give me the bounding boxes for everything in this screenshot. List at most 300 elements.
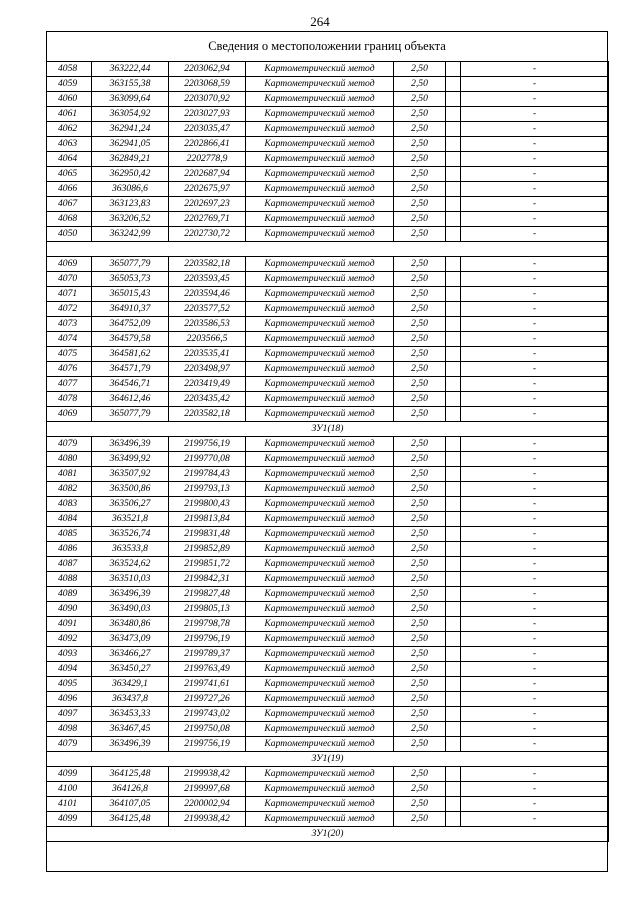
y-coordinate-cell: 2202675,97	[169, 182, 246, 197]
table-row	[47, 616, 609, 631]
description-cell: -	[461, 212, 609, 227]
point-number-cell: 4085	[47, 526, 92, 541]
table-row	[47, 496, 609, 511]
y-coordinate-cell: 2199727,26	[169, 691, 246, 706]
point-number-cell: 4067	[47, 197, 92, 212]
description-cell: -	[461, 466, 609, 481]
y-coordinate-cell: 2199789,37	[169, 646, 246, 661]
point-number-cell: 4081	[47, 466, 92, 481]
x-coordinate-cell: 364752,09	[92, 316, 169, 331]
description-cell: -	[461, 331, 609, 346]
empty-cell	[446, 286, 461, 301]
x-coordinate-cell: 363506,27	[92, 496, 169, 511]
section-label: ЗУ1(19)	[47, 751, 609, 766]
x-coordinate-cell: 363467,45	[92, 721, 169, 736]
method-cell: Картометрический метод	[246, 256, 394, 271]
point-number-cell: 4069	[47, 406, 92, 421]
description-cell: -	[461, 286, 609, 301]
x-coordinate-cell: 364546,71	[92, 376, 169, 391]
method-cell: Картометрический метод	[246, 271, 394, 286]
description-cell: -	[461, 541, 609, 556]
description-cell: -	[461, 691, 609, 706]
empty-cell	[446, 122, 461, 137]
description-cell: -	[461, 556, 609, 571]
empty-cell	[446, 301, 461, 316]
table-row	[47, 811, 609, 826]
precision-cell: 2,50	[394, 122, 446, 137]
x-coordinate-cell: 364910,37	[92, 301, 169, 316]
x-coordinate-cell: 363054,92	[92, 107, 169, 122]
x-coordinate-cell: 363510,03	[92, 571, 169, 586]
y-coordinate-cell: 2199770,08	[169, 451, 246, 466]
method-cell: Картометрический метод	[246, 706, 394, 721]
y-coordinate-cell: 2199784,43	[169, 466, 246, 481]
y-coordinate-cell: 2203419,49	[169, 376, 246, 391]
x-coordinate-cell: 363450,27	[92, 661, 169, 676]
y-coordinate-cell: 2199831,48	[169, 526, 246, 541]
y-coordinate-cell: 2203582,18	[169, 406, 246, 421]
point-number-cell: 4093	[47, 646, 92, 661]
method-cell: Картометрический метод	[246, 182, 394, 197]
description-cell: -	[461, 631, 609, 646]
x-coordinate-cell: 362941,05	[92, 137, 169, 152]
description-cell: -	[461, 152, 609, 167]
point-number-cell: 4079	[47, 436, 92, 451]
precision-cell: 2,50	[394, 541, 446, 556]
x-coordinate-cell: 363524,62	[92, 556, 169, 571]
x-coordinate-cell: 364126,8	[92, 781, 169, 796]
y-coordinate-cell: 2203435,42	[169, 391, 246, 406]
x-coordinate-cell: 365077,79	[92, 256, 169, 271]
y-coordinate-cell: 2203070,92	[169, 92, 246, 107]
y-coordinate-cell: 2199842,31	[169, 571, 246, 586]
empty-cell	[446, 676, 461, 691]
x-coordinate-cell: 363086,6	[92, 182, 169, 197]
table-row	[47, 256, 609, 271]
description-cell: -	[461, 436, 609, 451]
point-number-cell: 4096	[47, 691, 92, 706]
method-cell: Картометрический метод	[246, 466, 394, 481]
table-title: Сведения о местоположении границ объекта	[208, 39, 446, 53]
description-cell: -	[461, 496, 609, 511]
empty-cell	[446, 706, 461, 721]
table-row	[47, 227, 609, 242]
description-cell: -	[461, 481, 609, 496]
table-row	[47, 436, 609, 451]
table-row	[47, 736, 609, 751]
method-cell: Картометрический метод	[246, 107, 394, 122]
table-row	[47, 107, 609, 122]
table-row	[47, 137, 609, 152]
method-cell: Картометрический метод	[246, 541, 394, 556]
precision-cell: 2,50	[394, 586, 446, 601]
empty-cell	[446, 691, 461, 706]
x-coordinate-cell: 363533,8	[92, 541, 169, 556]
point-number-cell: 4079	[47, 736, 92, 751]
method-cell: Картометрический метод	[246, 301, 394, 316]
empty-cell	[446, 526, 461, 541]
section-separator-row	[47, 751, 609, 766]
empty-cell	[446, 77, 461, 92]
empty-cell	[446, 541, 461, 556]
precision-cell: 2,50	[394, 436, 446, 451]
x-coordinate-cell: 364125,48	[92, 766, 169, 781]
description-cell: -	[461, 271, 609, 286]
point-number-cell: 4066	[47, 182, 92, 197]
y-coordinate-cell: 2200002,94	[169, 796, 246, 811]
table-row	[47, 406, 609, 421]
description-cell: -	[461, 766, 609, 781]
empty-cell	[446, 736, 461, 751]
y-coordinate-cell: 2203062,94	[169, 62, 246, 77]
empty-cell	[446, 661, 461, 676]
precision-cell: 2,50	[394, 766, 446, 781]
precision-cell: 2,50	[394, 167, 446, 182]
table-row	[47, 316, 609, 331]
empty-cell	[446, 631, 461, 646]
table-row	[47, 796, 609, 811]
table-row	[47, 721, 609, 736]
description-cell: -	[461, 661, 609, 676]
precision-cell: 2,50	[394, 811, 446, 826]
empty-cell	[446, 796, 461, 811]
precision-cell: 2,50	[394, 796, 446, 811]
method-cell: Картометрический метод	[246, 197, 394, 212]
precision-cell: 2,50	[394, 227, 446, 242]
table-row	[47, 331, 609, 346]
method-cell: Картометрический метод	[246, 631, 394, 646]
method-cell: Картометрический метод	[246, 346, 394, 361]
precision-cell: 2,50	[394, 62, 446, 77]
y-coordinate-cell: 2203586,53	[169, 316, 246, 331]
description-cell: -	[461, 92, 609, 107]
method-cell: Картометрический метод	[246, 571, 394, 586]
y-coordinate-cell: 2203582,18	[169, 256, 246, 271]
point-number-cell: 4091	[47, 616, 92, 631]
description-cell: -	[461, 301, 609, 316]
x-coordinate-cell: 363480,86	[92, 616, 169, 631]
table-row	[47, 167, 609, 182]
precision-cell: 2,50	[394, 152, 446, 167]
point-number-cell: 4060	[47, 92, 92, 107]
point-number-cell: 4098	[47, 721, 92, 736]
x-coordinate-cell: 365053,73	[92, 271, 169, 286]
x-coordinate-cell: 363499,92	[92, 451, 169, 466]
point-number-cell: 4087	[47, 556, 92, 571]
precision-cell: 2,50	[394, 661, 446, 676]
page-number: 264	[310, 14, 330, 29]
empty-cell	[446, 556, 461, 571]
empty-cell	[446, 766, 461, 781]
table-row	[47, 361, 609, 376]
method-cell: Картометрический метод	[246, 316, 394, 331]
description-cell: -	[461, 811, 609, 826]
y-coordinate-cell: 2199805,13	[169, 601, 246, 616]
x-coordinate-cell: 363155,38	[92, 77, 169, 92]
method-cell: Картометрический метод	[246, 376, 394, 391]
y-coordinate-cell: 2203027,93	[169, 107, 246, 122]
table-row	[47, 271, 609, 286]
point-number-cell: 4076	[47, 361, 92, 376]
description-cell: -	[461, 182, 609, 197]
description-cell: -	[461, 676, 609, 691]
section-label: ЗУ1(20)	[47, 826, 609, 841]
y-coordinate-cell: 2203535,41	[169, 346, 246, 361]
x-coordinate-cell: 362849,21	[92, 152, 169, 167]
x-coordinate-cell: 364571,79	[92, 361, 169, 376]
x-coordinate-cell: 363490,03	[92, 601, 169, 616]
description-cell: -	[461, 616, 609, 631]
description-cell: -	[461, 316, 609, 331]
table-row	[47, 646, 609, 661]
y-coordinate-cell: 2199796,19	[169, 631, 246, 646]
point-number-cell: 4083	[47, 496, 92, 511]
description-cell: -	[461, 137, 609, 152]
x-coordinate-cell: 363496,39	[92, 586, 169, 601]
section-separator-row	[47, 242, 609, 257]
method-cell: Картометрический метод	[246, 586, 394, 601]
description-cell: -	[461, 646, 609, 661]
y-coordinate-cell: 2202730,72	[169, 227, 246, 242]
precision-cell: 2,50	[394, 406, 446, 421]
description-cell: -	[461, 526, 609, 541]
point-number-cell: 4062	[47, 122, 92, 137]
point-number-cell: 4080	[47, 451, 92, 466]
precision-cell: 2,50	[394, 511, 446, 526]
precision-cell: 2,50	[394, 92, 446, 107]
precision-cell: 2,50	[394, 481, 446, 496]
method-cell: Картометрический метод	[246, 616, 394, 631]
precision-cell: 2,50	[394, 676, 446, 691]
table-row	[47, 182, 609, 197]
x-coordinate-cell: 364107,05	[92, 796, 169, 811]
method-cell: Картометрический метод	[246, 691, 394, 706]
empty-cell	[446, 511, 461, 526]
method-cell: Картометрический метод	[246, 796, 394, 811]
method-cell: Картометрический метод	[246, 212, 394, 227]
table-row	[47, 676, 609, 691]
precision-cell: 2,50	[394, 391, 446, 406]
y-coordinate-cell: 2203577,52	[169, 301, 246, 316]
precision-cell: 2,50	[394, 376, 446, 391]
description-cell: -	[461, 197, 609, 212]
precision-cell: 2,50	[394, 616, 446, 631]
method-cell: Картометрический метод	[246, 137, 394, 152]
point-number-cell: 4063	[47, 137, 92, 152]
table-row	[47, 586, 609, 601]
precision-cell: 2,50	[394, 361, 446, 376]
method-cell: Картометрический метод	[246, 736, 394, 751]
empty-cell	[446, 406, 461, 421]
table-row	[47, 301, 609, 316]
precision-cell: 2,50	[394, 556, 446, 571]
description-cell: -	[461, 586, 609, 601]
table-row	[47, 62, 609, 77]
y-coordinate-cell: 2199813,84	[169, 511, 246, 526]
method-cell: Картометрический метод	[246, 481, 394, 496]
method-cell: Картометрический метод	[246, 661, 394, 676]
point-number-cell: 4075	[47, 346, 92, 361]
description-cell: -	[461, 77, 609, 92]
empty-cell	[446, 586, 461, 601]
precision-cell: 2,50	[394, 286, 446, 301]
x-coordinate-cell: 363466,27	[92, 646, 169, 661]
table-row	[47, 511, 609, 526]
table-row	[47, 391, 609, 406]
point-number-cell: 4094	[47, 661, 92, 676]
point-number-cell: 4078	[47, 391, 92, 406]
empty-cell	[446, 197, 461, 212]
empty-cell	[446, 346, 461, 361]
point-number-cell: 4064	[47, 152, 92, 167]
y-coordinate-cell: 2199938,42	[169, 811, 246, 826]
table-row	[47, 346, 609, 361]
precision-cell: 2,50	[394, 706, 446, 721]
empty-cell	[446, 256, 461, 271]
table-row	[47, 466, 609, 481]
table-row	[47, 451, 609, 466]
empty-cell	[446, 466, 461, 481]
description-cell: -	[461, 122, 609, 137]
method-cell: Картометрический метод	[246, 62, 394, 77]
description-cell: -	[461, 736, 609, 751]
x-coordinate-cell: 364125,48	[92, 811, 169, 826]
section-label	[47, 242, 609, 257]
empty-cell	[446, 212, 461, 227]
method-cell: Картометрический метод	[246, 92, 394, 107]
y-coordinate-cell: 2203035,47	[169, 122, 246, 137]
method-cell: Картометрический метод	[246, 406, 394, 421]
x-coordinate-cell: 362941,24	[92, 122, 169, 137]
method-cell: Картометрический метод	[246, 676, 394, 691]
x-coordinate-cell: 364612,46	[92, 391, 169, 406]
y-coordinate-cell: 2203593,45	[169, 271, 246, 286]
empty-cell	[446, 331, 461, 346]
y-coordinate-cell: 2199756,19	[169, 436, 246, 451]
empty-cell	[446, 92, 461, 107]
empty-cell	[446, 436, 461, 451]
precision-cell: 2,50	[394, 466, 446, 481]
empty-cell	[446, 227, 461, 242]
x-coordinate-cell: 363521,8	[92, 511, 169, 526]
method-cell: Картометрический метод	[246, 361, 394, 376]
point-number-cell: 4058	[47, 62, 92, 77]
empty-cell	[446, 481, 461, 496]
point-number-cell: 4061	[47, 107, 92, 122]
method-cell: Картометрический метод	[246, 122, 394, 137]
precision-cell: 2,50	[394, 631, 446, 646]
description-cell: -	[461, 721, 609, 736]
y-coordinate-cell: 2199741,61	[169, 676, 246, 691]
empty-cell	[446, 811, 461, 826]
point-number-cell: 4099	[47, 766, 92, 781]
point-number-cell: 4073	[47, 316, 92, 331]
description-cell: -	[461, 796, 609, 811]
x-coordinate-cell: 365077,79	[92, 406, 169, 421]
empty-cell	[446, 781, 461, 796]
point-number-cell: 4084	[47, 511, 92, 526]
table-row	[47, 631, 609, 646]
precision-cell: 2,50	[394, 137, 446, 152]
x-coordinate-cell: 363526,74	[92, 526, 169, 541]
description-cell: -	[461, 227, 609, 242]
empty-cell	[446, 316, 461, 331]
point-number-cell: 4069	[47, 256, 92, 271]
empty-cell	[446, 137, 461, 152]
method-cell: Картометрический метод	[246, 811, 394, 826]
precision-cell: 2,50	[394, 646, 446, 661]
x-coordinate-cell: 363496,39	[92, 436, 169, 451]
precision-cell: 2,50	[394, 721, 446, 736]
empty-cell	[446, 646, 461, 661]
description-cell: -	[461, 511, 609, 526]
y-coordinate-cell: 2199851,72	[169, 556, 246, 571]
description-cell: -	[461, 62, 609, 77]
precision-cell: 2,50	[394, 331, 446, 346]
method-cell: Картометрический метод	[246, 721, 394, 736]
point-number-cell: 4050	[47, 227, 92, 242]
precision-cell: 2,50	[394, 301, 446, 316]
precision-cell: 2,50	[394, 182, 446, 197]
y-coordinate-cell: 2199800,43	[169, 496, 246, 511]
method-cell: Картометрический метод	[246, 601, 394, 616]
x-coordinate-cell: 365015,43	[92, 286, 169, 301]
precision-cell: 2,50	[394, 526, 446, 541]
point-number-cell: 4072	[47, 301, 92, 316]
table-row	[47, 197, 609, 212]
empty-cell	[446, 167, 461, 182]
description-cell: -	[461, 361, 609, 376]
x-coordinate-cell: 364581,62	[92, 346, 169, 361]
empty-cell	[446, 271, 461, 286]
x-coordinate-cell: 363500,86	[92, 481, 169, 496]
description-cell: -	[461, 781, 609, 796]
method-cell: Картометрический метод	[246, 227, 394, 242]
method-cell: Картометрический метод	[246, 167, 394, 182]
precision-cell: 2,50	[394, 346, 446, 361]
y-coordinate-cell: 2203594,46	[169, 286, 246, 301]
method-cell: Картометрический метод	[246, 451, 394, 466]
x-coordinate-cell: 362950,42	[92, 167, 169, 182]
table-row	[47, 766, 609, 781]
x-coordinate-cell: 363206,52	[92, 212, 169, 227]
y-coordinate-cell: 2203498,97	[169, 361, 246, 376]
point-number-cell: 4092	[47, 631, 92, 646]
method-cell: Картометрический метод	[246, 152, 394, 167]
method-cell: Картометрический метод	[246, 781, 394, 796]
description-cell: -	[461, 167, 609, 182]
point-number-cell: 4068	[47, 212, 92, 227]
table-row	[47, 706, 609, 721]
point-number-cell: 4082	[47, 481, 92, 496]
point-number-cell: 4086	[47, 541, 92, 556]
precision-cell: 2,50	[394, 271, 446, 286]
y-coordinate-cell: 2199793,13	[169, 481, 246, 496]
x-coordinate-cell: 363473,09	[92, 631, 169, 646]
empty-cell	[446, 361, 461, 376]
table-row	[47, 92, 609, 107]
description-cell: -	[461, 256, 609, 271]
empty-cell	[446, 182, 461, 197]
precision-cell: 2,50	[394, 77, 446, 92]
table-row	[47, 571, 609, 586]
precision-cell: 2,50	[394, 571, 446, 586]
empty-cell	[446, 571, 461, 586]
y-coordinate-cell: 2199938,42	[169, 766, 246, 781]
point-number-cell: 4071	[47, 286, 92, 301]
y-coordinate-cell: 2199756,19	[169, 736, 246, 751]
method-cell: Картометрический метод	[246, 436, 394, 451]
